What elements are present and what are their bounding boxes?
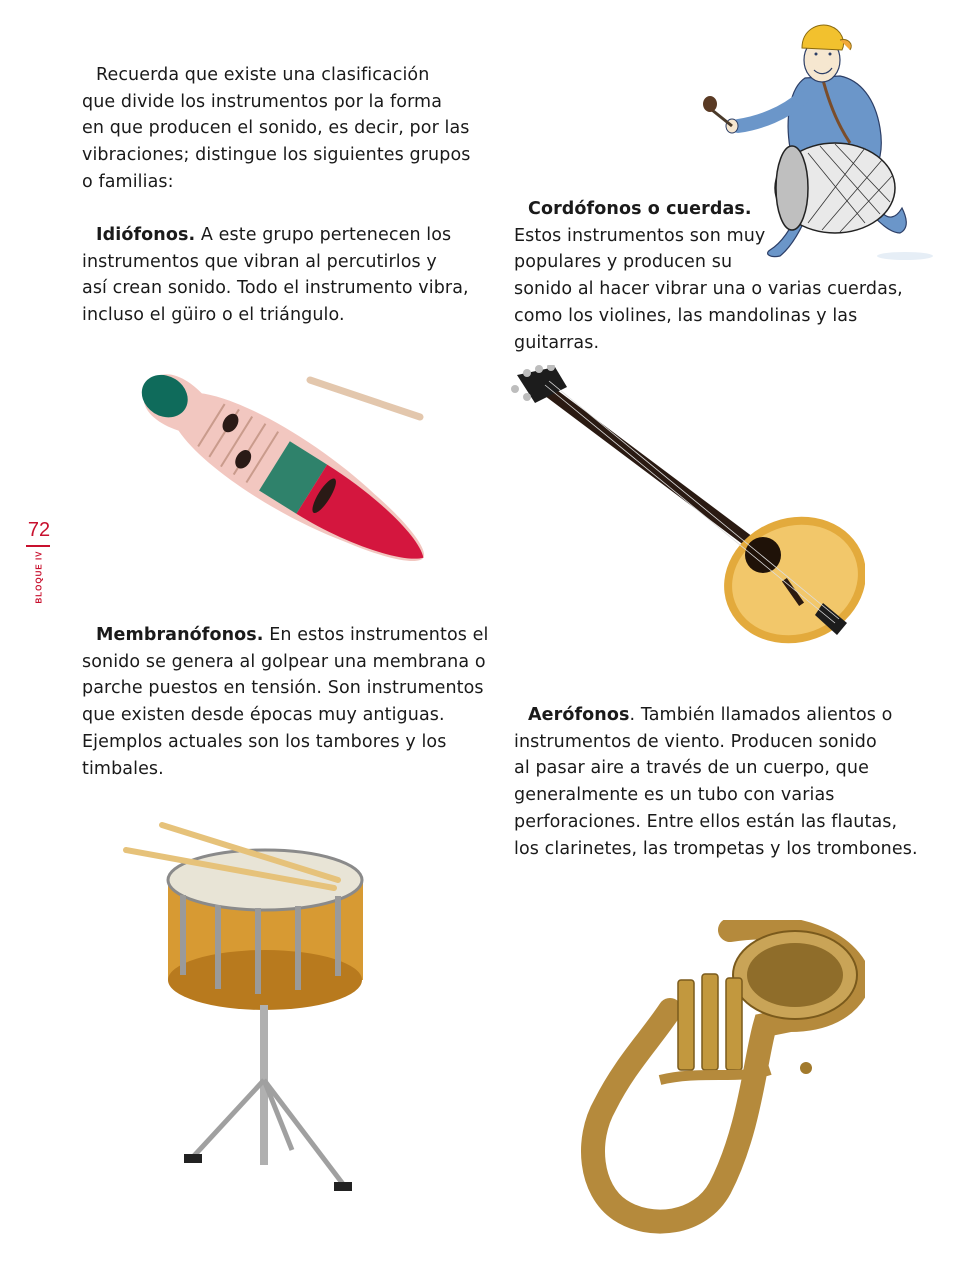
intro-line: o familias: xyxy=(82,171,174,192)
intro-paragraph xyxy=(82,62,471,196)
intro-line: vibraciones; distingue los siguientes grupos xyxy=(82,145,471,166)
aerofonos-paragraph xyxy=(514,702,918,862)
snare-drum-image xyxy=(120,820,375,1195)
cordofonos-term: Cordófonos o cuerdas. xyxy=(528,199,752,219)
membranofonos-line: sonido se genera al golpear una membrana o xyxy=(82,651,486,672)
cordofonos-line: sonido al hacer vibrar una o varias cuerdas, xyxy=(514,279,903,300)
cordofonos-line: como los violines, las mandolinas y las xyxy=(514,305,858,326)
drummer-illustration xyxy=(690,18,940,268)
membranofonos-line: timbales. xyxy=(82,758,164,779)
page-number-rule xyxy=(26,545,50,547)
aerofonos-line: los clarinetes, las trompetas y los trombones. xyxy=(514,838,918,859)
idiofonos-term: Idiófonos. xyxy=(96,225,196,245)
membranofonos-line: En estos instrumentos el xyxy=(263,625,489,645)
aerofonos-line: al pasar aire a través de un cuerpo, que xyxy=(514,758,869,779)
euphonium-image xyxy=(580,920,865,1235)
mandolin-image xyxy=(505,365,865,660)
intro-line: en que producen el sonido, es decir, por las xyxy=(82,118,470,139)
page-number: 72 xyxy=(27,519,51,541)
cordofonos-line: guitarras. xyxy=(514,332,600,353)
guiro-image xyxy=(105,345,450,585)
idiofonos-paragraph xyxy=(82,222,469,329)
intro-line: Recuerda que existe una clasificación xyxy=(96,65,430,85)
aerofonos-line: . También llamados alientos o xyxy=(629,705,893,725)
aerofonos-line: instrumentos de viento. Producen sonido xyxy=(514,731,877,752)
membranofonos-line: parche puestos en tensión. Son instrumentos xyxy=(82,678,484,699)
idiofonos-line: A este grupo pertenecen los xyxy=(195,225,452,245)
membranofonos-paragraph xyxy=(82,622,488,782)
cordofonos-line: populares y producen su xyxy=(514,252,733,273)
intro-line: que divide los instrumentos por la forma xyxy=(82,91,443,112)
block-label: BLOQUE IV xyxy=(34,550,44,604)
aerofonos-term: Aerófonos xyxy=(528,705,630,725)
idiofonos-line: instrumentos que vibran al percutirlos y xyxy=(82,251,437,272)
aerofonos-line: perforaciones. Entre ellos están las flautas, xyxy=(514,811,898,832)
membranofonos-term: Membranófonos. xyxy=(96,625,264,645)
idiofonos-line: incluso el güiro o el triángulo. xyxy=(82,305,345,326)
membranofonos-line: Ejemplos actuales son los tambores y los xyxy=(82,731,447,752)
cordofonos-line: Estos instrumentos son muy xyxy=(514,225,766,246)
membranofonos-line: que existen desde épocas muy antiguas. xyxy=(82,705,445,726)
aerofonos-line: generalmente es un tubo con varias xyxy=(514,785,835,806)
idiofonos-line: así crean sonido. Todo el instrumento vibra, xyxy=(82,278,469,299)
